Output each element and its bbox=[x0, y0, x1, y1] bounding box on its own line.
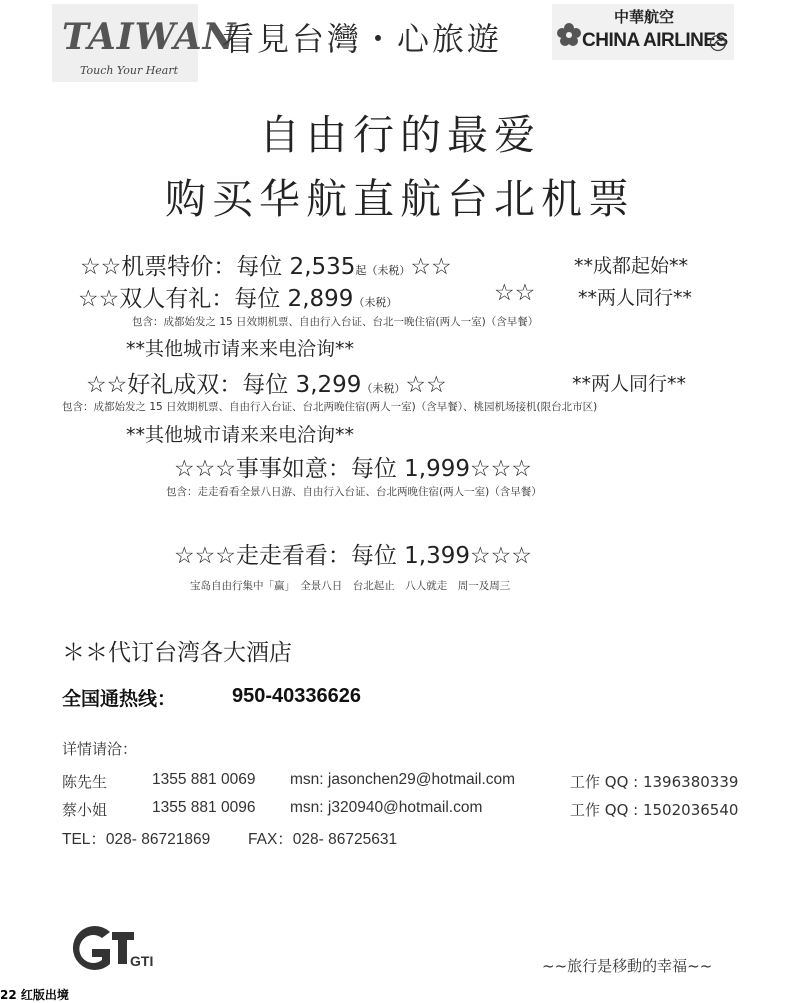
star-icon: ☆☆ bbox=[410, 254, 452, 280]
contact-phone: 1355 881 0069 bbox=[152, 771, 256, 788]
offer-5 bbox=[174, 537, 532, 570]
offer-1-name: 机票特价：每位 2,535 bbox=[121, 254, 356, 280]
contact-msn: msn: jasonchen29@hotmail.com bbox=[290, 771, 516, 788]
airline-name-en: CHINA AIRLINES bbox=[582, 30, 728, 51]
star-icon: ☆☆☆ bbox=[174, 456, 236, 482]
offer-4-includes: 包含：走走看看全景八日游、自由行入台证、台北两晚住宿(两人一室)（含早餐） bbox=[166, 486, 542, 498]
footer-motto: ~~旅行是移動的幸福~~ bbox=[542, 957, 713, 975]
offer-2-highlight: **两人同行** bbox=[578, 287, 693, 309]
gti-logo-text: GTI bbox=[130, 953, 154, 969]
airline-name-cn: 中華航空 bbox=[614, 8, 675, 26]
hotline-number: 950-40336626 bbox=[232, 685, 362, 707]
gti-logo bbox=[66, 922, 154, 974]
offer-4 bbox=[174, 450, 532, 483]
header-slogan: 看見台灣・心旅遊 bbox=[222, 20, 503, 58]
main-title-line1: 自由行的最爱 bbox=[259, 111, 541, 159]
offer-3-highlight: **两人同行** bbox=[572, 373, 687, 395]
offer-2-note: **其他城市请来来电洽询** bbox=[126, 338, 355, 360]
offer-1-highlight: **成都起始** bbox=[574, 255, 689, 277]
offer-3-includes: 包含：成都始发之 15 日效期机票、自由行入台证、台北两晚住宿(两人一室)（含早餐）、桃园机场接机(限台北市区) bbox=[62, 401, 598, 413]
china-airlines-logo bbox=[552, 4, 734, 60]
offer-1 bbox=[80, 248, 452, 281]
star-icon: ☆☆ bbox=[86, 372, 128, 398]
star-icon: ☆☆☆ bbox=[470, 456, 532, 482]
offer-5-name: 走走看看：每位 1,399 bbox=[235, 543, 471, 569]
offer-3-note: **其他城市请来来电洽询** bbox=[126, 424, 355, 446]
offer-4-name: 事事如意：每位 1,999 bbox=[235, 456, 471, 482]
offer-2-suffix: （未税） bbox=[353, 296, 398, 309]
star-icon: ☆☆ bbox=[80, 254, 122, 280]
hotel-booking-line: ＊＊代订台湾各大酒店 bbox=[62, 640, 292, 666]
offer-2-name: 双人有礼：每位 2,899 bbox=[119, 286, 354, 312]
fax-number: FAX：028- 86725631 bbox=[248, 831, 398, 848]
tel-number: TEL：028- 86721869 bbox=[62, 831, 211, 848]
taiwan-logo bbox=[52, 4, 237, 82]
contact-heading: 详情请洽： bbox=[62, 740, 138, 758]
offer-2-stars-right: ☆☆ bbox=[494, 280, 536, 306]
taiwan-logo-text: TAIWAN bbox=[62, 16, 237, 58]
offer-1-suffix: 起（未税） bbox=[355, 264, 411, 277]
hotline-label: 全国通热线： bbox=[62, 688, 177, 710]
offer-3 bbox=[86, 366, 447, 399]
contact-phone: 1355 881 0096 bbox=[152, 799, 256, 816]
offer-5-includes: 宝岛自由行集中「赢」 全景八日 台北起止 八人就走 周一及周三 bbox=[190, 580, 511, 592]
airline-mark-icon bbox=[709, 34, 727, 52]
contact-qq: 工作 QQ : 1396380339 bbox=[570, 773, 739, 791]
offer-2-includes: 包含：成都始发之 15 日效期机票、自由行入台证、台北一晚住宿(两人一室)（含早餐） bbox=[132, 316, 539, 328]
star-icon: ☆☆☆ bbox=[470, 543, 532, 569]
plum-blossom-icon bbox=[556, 22, 582, 48]
contact-qq: 工作 QQ : 1502036540 bbox=[570, 801, 739, 819]
offer-2 bbox=[78, 280, 397, 313]
page-reference: 22 红版出境 bbox=[0, 988, 69, 1002]
taiwan-logo-tagline: Touch Your Heart bbox=[80, 64, 179, 77]
contact-msn: msn: j320940@hotmail.com bbox=[290, 799, 483, 816]
offer-3-suffix: （未税） bbox=[361, 382, 406, 395]
star-icon: ☆☆ bbox=[78, 286, 120, 312]
star-icon: ☆☆ bbox=[405, 372, 447, 398]
star-icon: ☆☆☆ bbox=[174, 543, 236, 569]
offer-3-name: 好礼成双：每位 3,299 bbox=[127, 372, 362, 398]
main-title-line2: 购买华航直航台北机票 bbox=[165, 175, 635, 223]
contact-name: 陈先生 bbox=[62, 773, 108, 791]
contact-name: 蔡小姐 bbox=[62, 801, 108, 819]
